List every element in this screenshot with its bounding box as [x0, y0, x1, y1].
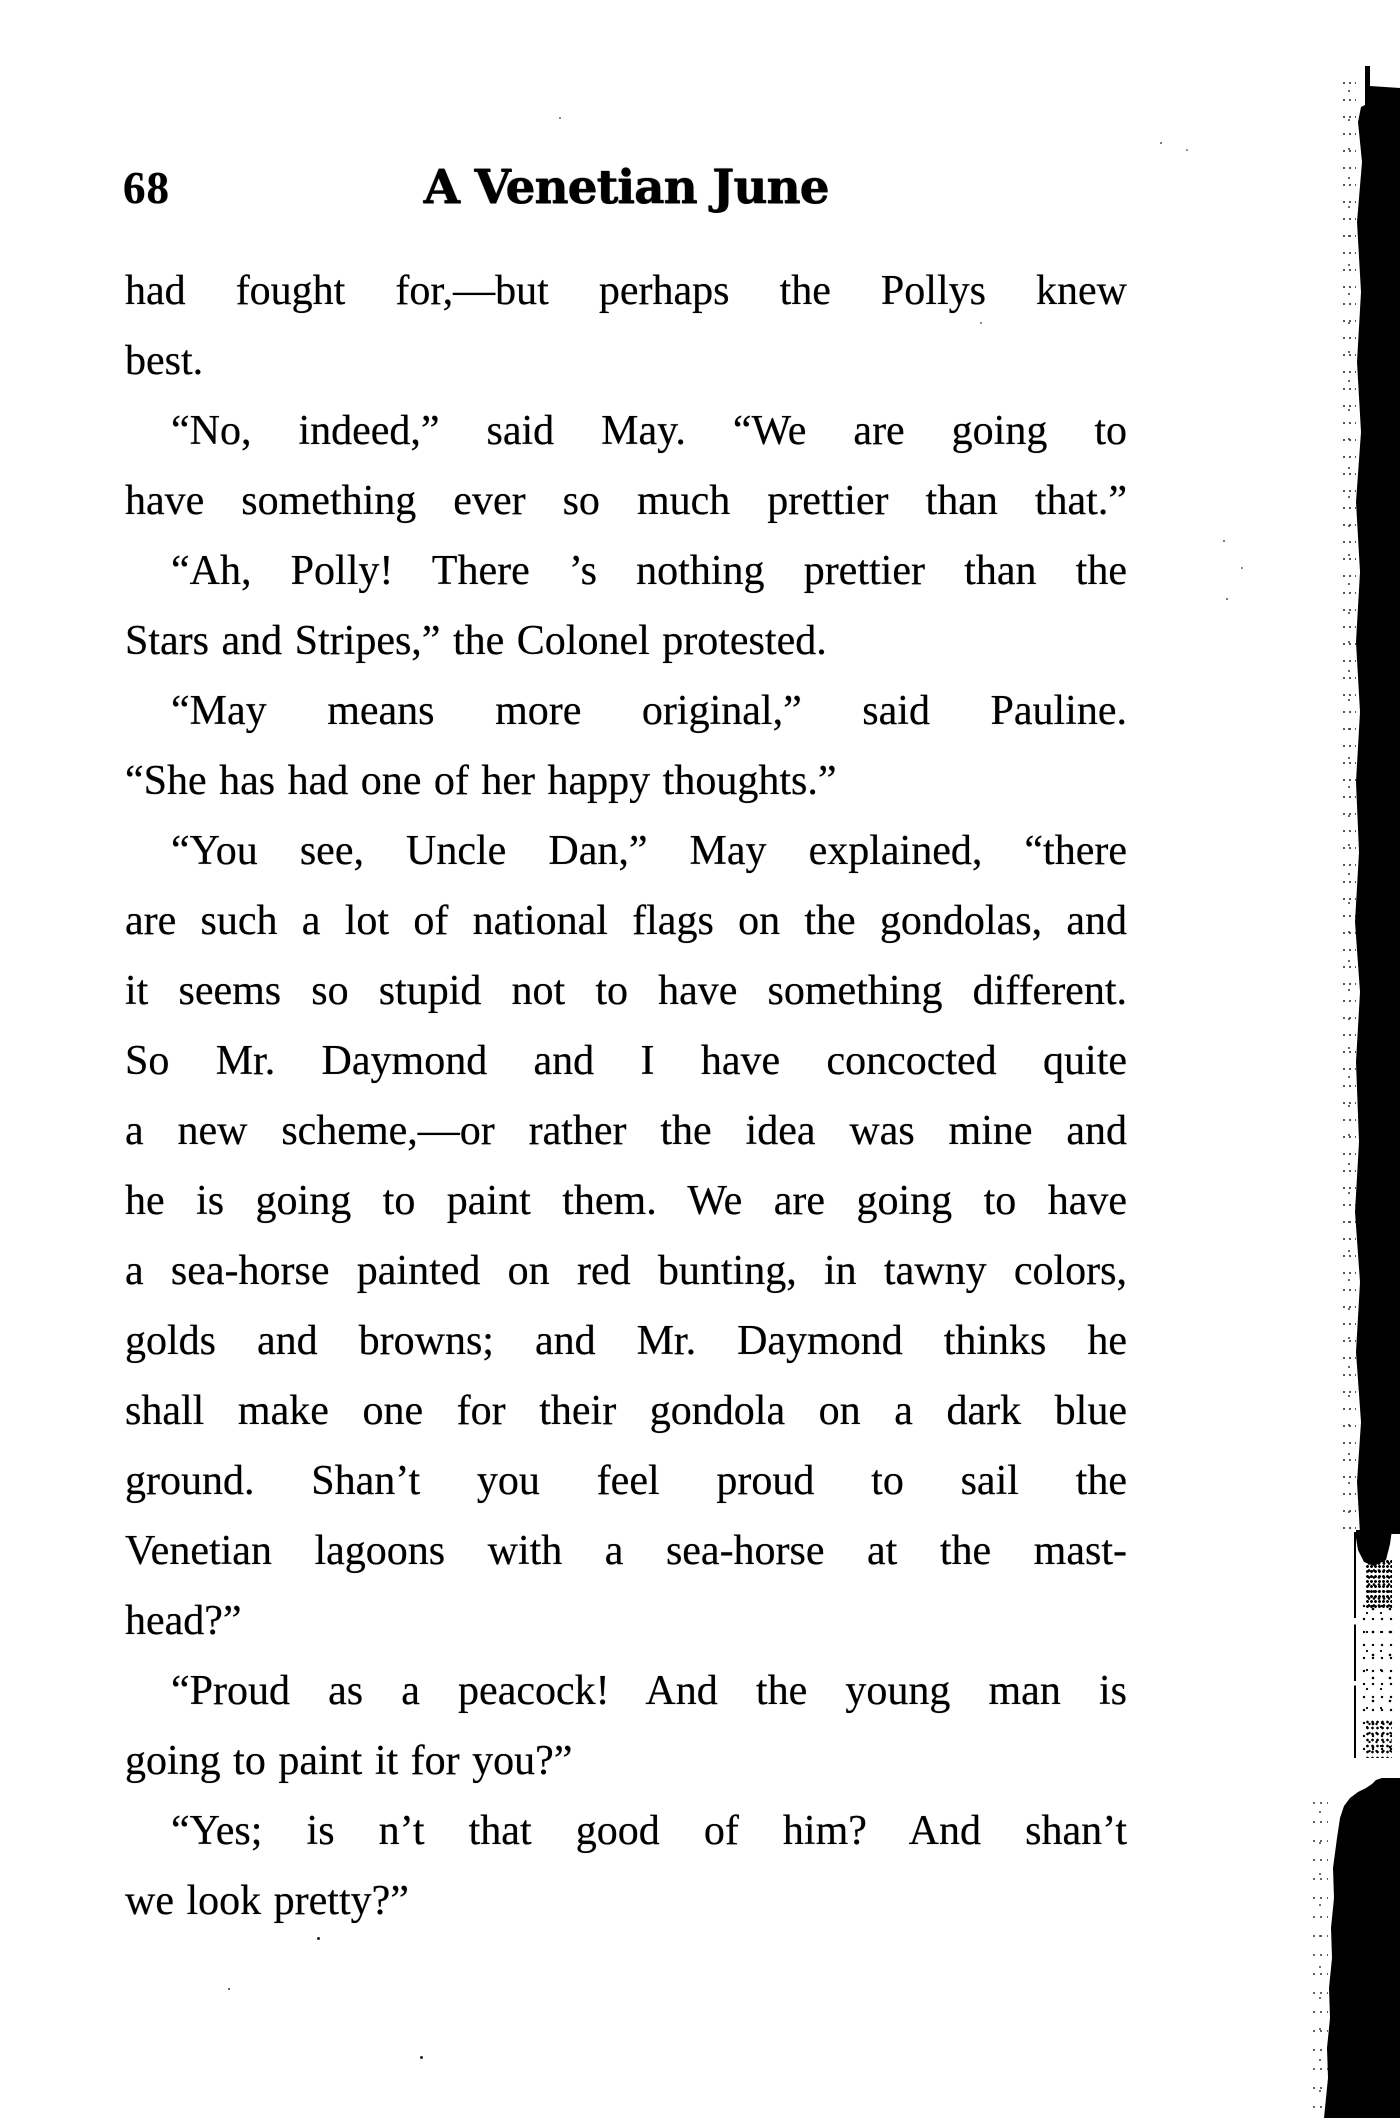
text-line: a new scheme,—or rather the idea was mine and	[125, 1108, 1127, 1154]
text-line: golds and browns; and Mr. Daymond thinks he	[125, 1318, 1127, 1364]
speck	[1160, 142, 1162, 144]
text-line: Stars and Stripes,” the Colonel protested.	[125, 618, 827, 664]
speck	[317, 1937, 320, 1940]
book-title: A Venetian June	[423, 160, 829, 215]
text-line: “May means more original,” said Pauline.	[171, 688, 1127, 734]
text-line: shall make one for their gondola on a dark blue	[125, 1388, 1127, 1434]
speck	[1186, 149, 1188, 151]
text-line: best.	[125, 338, 204, 384]
text-line: had fought for,—but perhaps the Pollys knew	[125, 268, 1127, 314]
text-line: head?”	[125, 1598, 242, 1644]
speck	[1241, 567, 1243, 569]
text-line: Venetian lagoons with a sea-horse at the mast-	[125, 1528, 1127, 1574]
text-line: are such a lot of national flags on the gondolas, and	[125, 898, 1127, 944]
text-line: “No, indeed,” said May. “We are going to	[171, 408, 1127, 454]
speck	[1223, 540, 1225, 542]
text-line: it seems so stupid not to have something different.	[125, 968, 1127, 1014]
scan-band-thin-line	[1354, 1532, 1356, 1758]
text-line: “Ah, Polly! There ’s nothing prettier than the	[171, 548, 1127, 594]
text-line: we look pretty?”	[125, 1878, 409, 1924]
speck	[420, 2056, 423, 2059]
text-line: going to paint it for you?”	[125, 1738, 573, 1784]
scan-band-fringe-lower	[1312, 1800, 1328, 2118]
text-line: “You see, Uncle Dan,” May explained, “there	[171, 828, 1127, 874]
page-number: 68	[123, 163, 170, 213]
speck	[1226, 598, 1228, 600]
text-line: “Yes; is n’t that good of him? And shan’t	[171, 1808, 1127, 1854]
text-line: have something ever so much prettier than that.”	[125, 478, 1127, 524]
text-line: “She has had one of her happy thoughts.”	[125, 758, 837, 804]
scan-band-speckle-dense	[1366, 1720, 1392, 1758]
text-line: he is going to paint them. We are going to have	[125, 1178, 1127, 1224]
text-line: ground. Shan’t you feel proud to sail the	[125, 1458, 1127, 1504]
page-text	[125, 256, 1127, 1936]
scan-band-dither	[1366, 1560, 1392, 1610]
text-line: “Proud as a peacock! And the young man is	[171, 1668, 1127, 1714]
scan-band-fringe-upper	[1342, 80, 1356, 1530]
text-line: a sea-horse painted on red bunting, in tawny colors,	[125, 1248, 1127, 1294]
text-line: So Mr. Daymond and I have concocted quite	[125, 1038, 1127, 1084]
speck	[980, 322, 982, 324]
speck	[228, 1988, 230, 1990]
speck	[559, 117, 561, 119]
